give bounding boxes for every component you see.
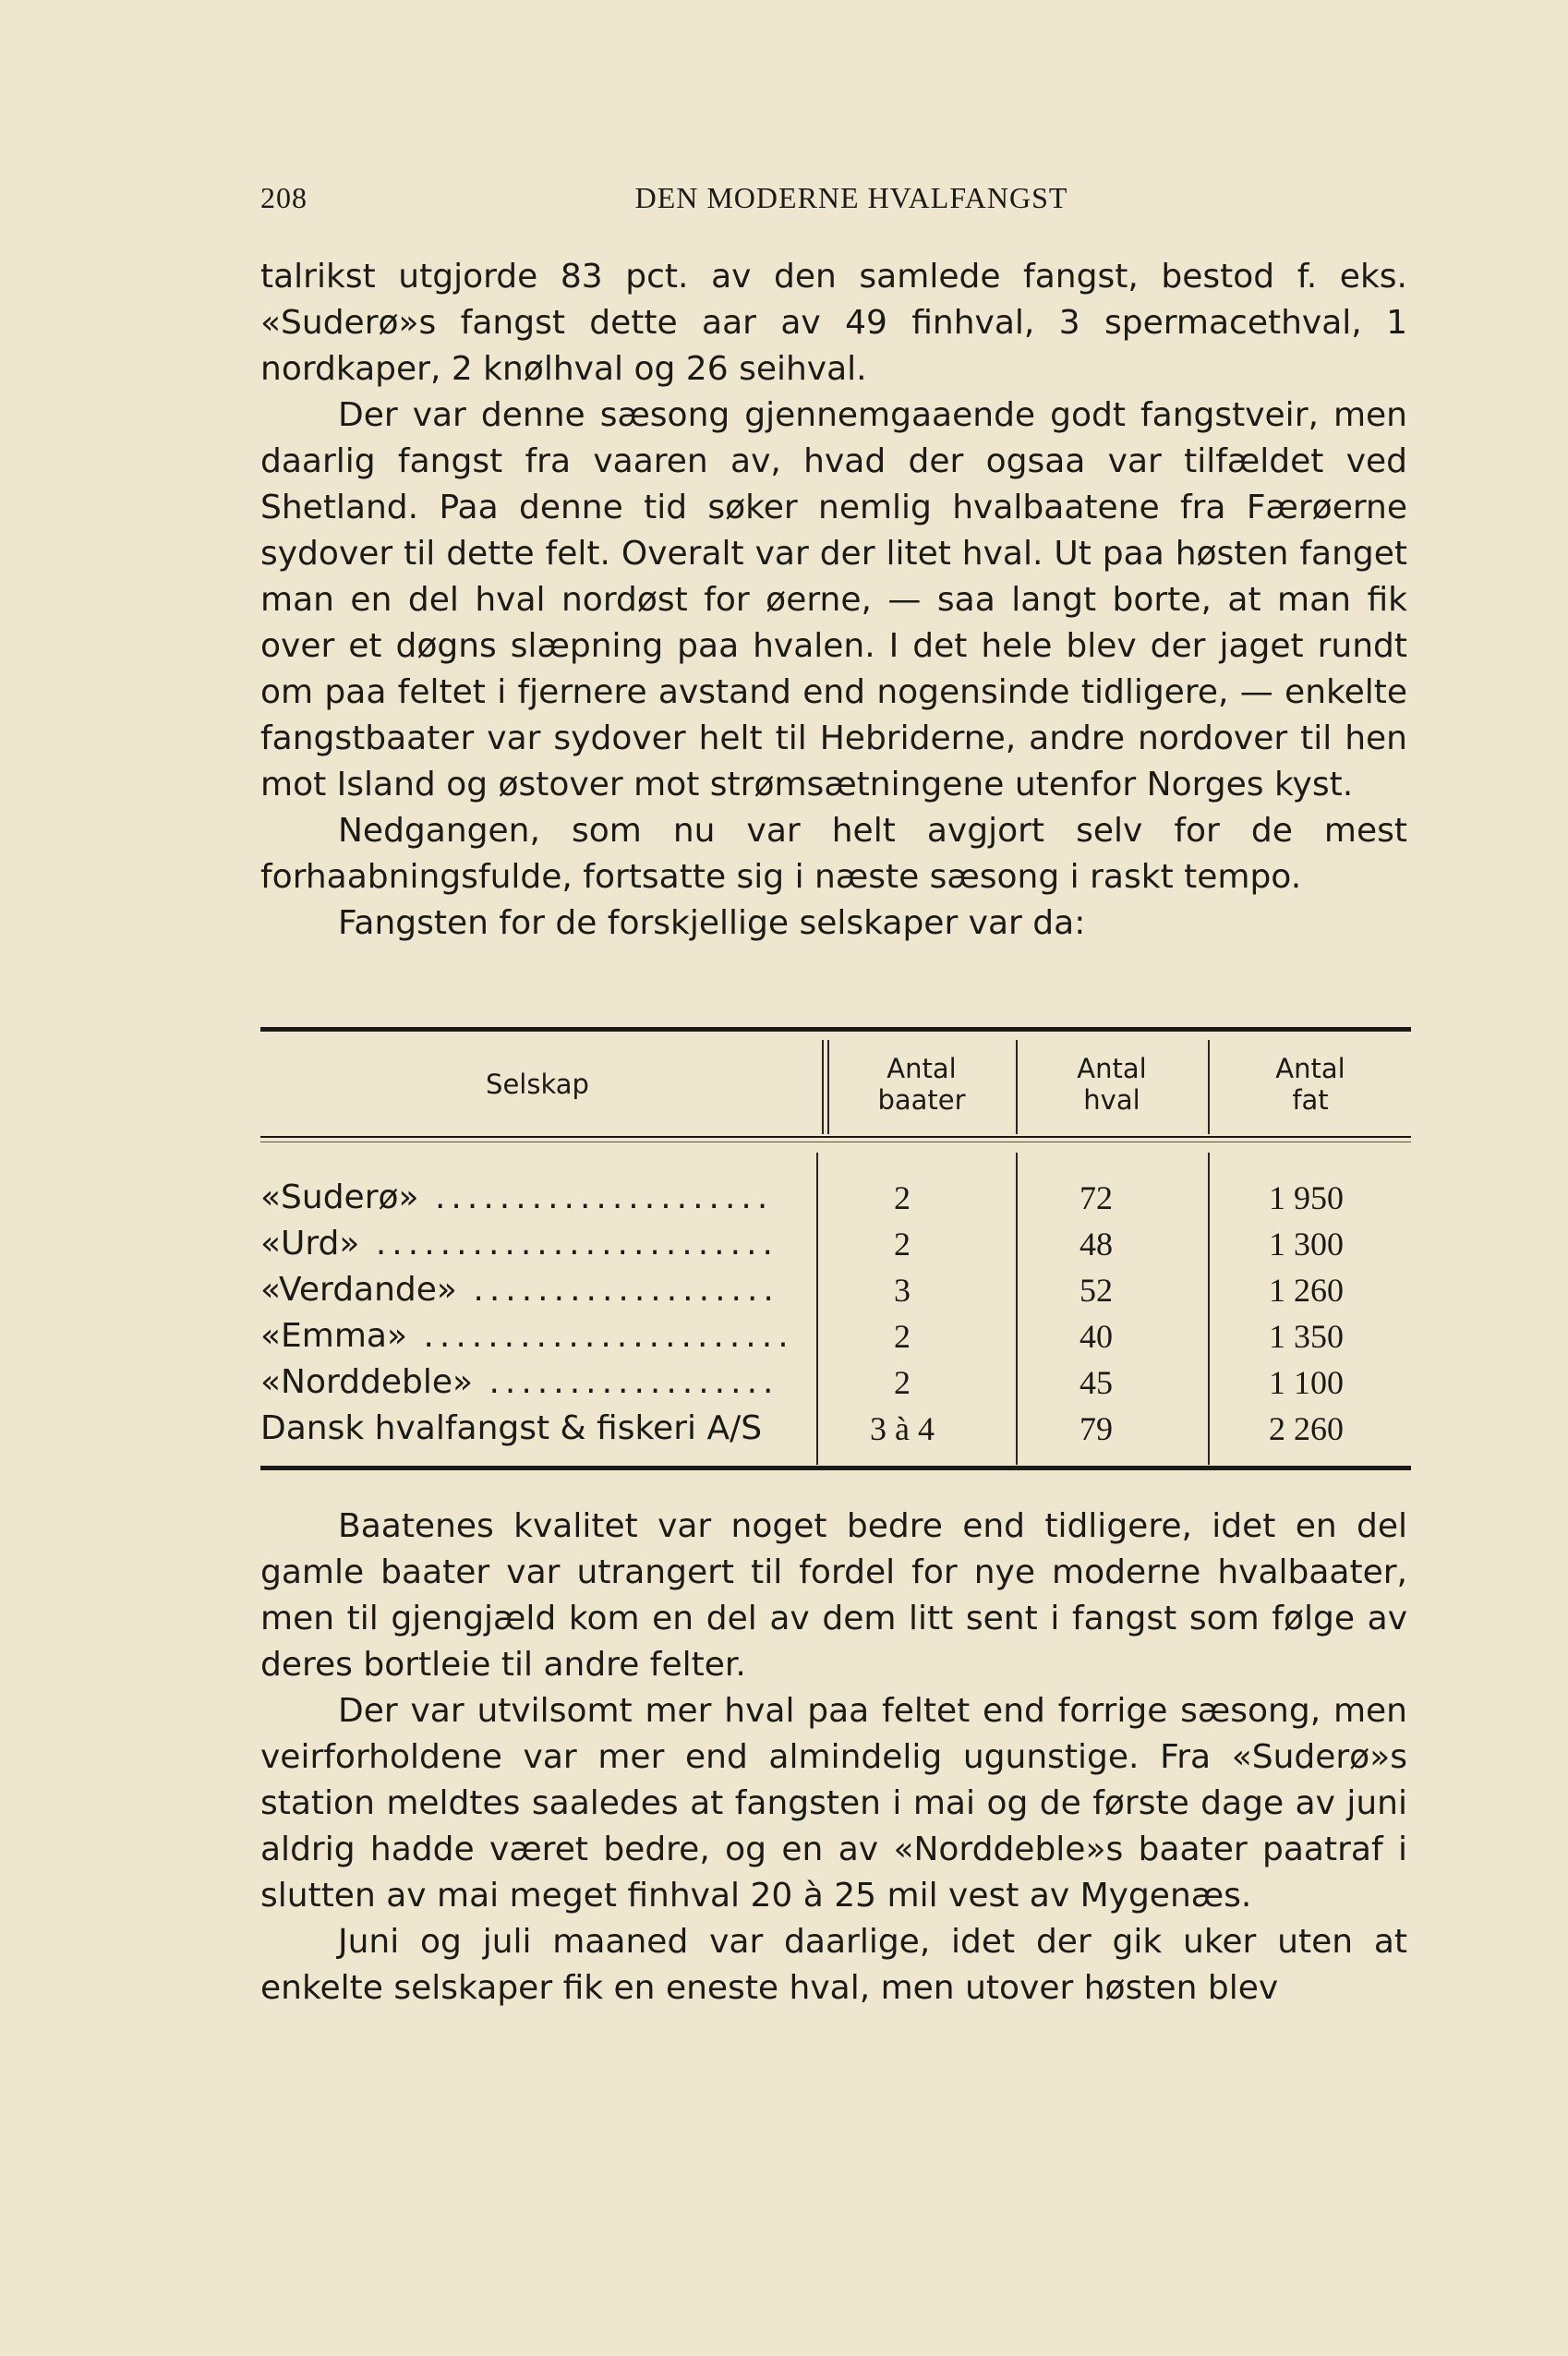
fat-count: 1 300 bbox=[1269, 1226, 1344, 1263]
paragraph: Der var denne sæsong gjennemgaaende godt fangstveir, men daarlig fangst fra vaaren av, hvad der ogsaa var tilfældet ved Shetland. Paa denne tid søker nemlig hvalbaatene fra Færøerne sydover til dette felt. Overalt var der litet hval. Ut paa høsten fanget man en del hval nordøst for øerne, — saa langt borte, at man fik over et døgns slæpning paa hvalen. I det hele blev der jaget rundt om paa feltet i fjernere avstand end nogensinde tidligere, — enkelte fangstbaater var sydover helt til Hebriderne, andre nordover til hen mot Island og østover mot strømsætningene utenfor Norges kyst. bbox=[260, 396, 1407, 803]
baater-count: 2 bbox=[894, 1179, 911, 1216]
page-header bbox=[260, 181, 1405, 222]
hval-count: 52 bbox=[1080, 1272, 1113, 1309]
baater-count: 2 bbox=[894, 1226, 911, 1263]
body-text-top bbox=[260, 254, 1407, 947]
paragraph: Der var utvilsomt mer hval paa feltet end forrige sæsong, men veirforholdene var mer end almindelig ugunstige. Fra «Suderø»s station meldtes saaledes at fangsten i mai og de første dage av juni aldrig hadde været bedre, og en av «Norddeble»s baater paatraf i slutten av mai meget finhval 20 à 25 mil vest av Mygenæs. bbox=[260, 1692, 1407, 1915]
column-divider bbox=[822, 1040, 824, 1134]
company-name: «Urd» ......................... bbox=[260, 1225, 778, 1263]
paragraph: talrikst utgjorde 83 pct. av den samlede fangst, bestod f. eks. «Suderø»s fangst dette aar av 49 finhval, 3 spermacethval, 1 nordkaper, 2 knølhval og 26 seihval. bbox=[260, 258, 1407, 388]
baater-count: 3 à 4 bbox=[870, 1410, 935, 1447]
table-row bbox=[260, 1359, 1411, 1406]
fat-count: 1 350 bbox=[1269, 1318, 1344, 1355]
table-row bbox=[260, 1267, 1411, 1313]
company-name: «Verdande» ................... bbox=[260, 1271, 779, 1309]
hval-count: 40 bbox=[1080, 1318, 1113, 1355]
catch-table bbox=[260, 1027, 1411, 1470]
paragraph: Fangsten for de forskjellige selskaper var da: bbox=[338, 904, 1086, 942]
fat-count: 1 260 bbox=[1269, 1272, 1344, 1309]
fat-count: 1 100 bbox=[1269, 1364, 1344, 1401]
table-bottom-rule bbox=[260, 1466, 1411, 1470]
company-name: Dansk hvalfangst & fiskeri A/S bbox=[260, 1409, 763, 1447]
baater-count: 3 bbox=[894, 1272, 911, 1309]
running-head: DEN MODERNE HVALFANGST bbox=[634, 181, 1068, 214]
page-number: 208 bbox=[260, 181, 308, 214]
header-antal-hval: Antal hval bbox=[1077, 1053, 1147, 1116]
paragraph: Juni og juli maaned var daarlige, idet der gik uker uten at enkelte selskaper fik en eneste hval, men utover høsten blev bbox=[260, 1923, 1407, 2007]
hval-count: 72 bbox=[1080, 1179, 1113, 1216]
company-name: «Norddeble» .................. bbox=[260, 1363, 779, 1401]
table-row bbox=[260, 1406, 1411, 1452]
table-top-rule bbox=[260, 1027, 1411, 1032]
header-antal-baater: Antal baater bbox=[877, 1053, 966, 1116]
body-text-bottom bbox=[260, 1504, 1407, 2012]
fat-count: 1 950 bbox=[1269, 1179, 1344, 1216]
header-antal-fat: Antal fat bbox=[1275, 1053, 1345, 1116]
table-row bbox=[260, 1313, 1411, 1359]
table-row bbox=[260, 1175, 1411, 1221]
table-row bbox=[260, 1221, 1411, 1267]
fat-count: 2 260 bbox=[1269, 1410, 1344, 1447]
company-name: «Emma» ....................... bbox=[260, 1317, 794, 1355]
header-selskap: Selskap bbox=[486, 1069, 589, 1100]
hval-count: 45 bbox=[1080, 1364, 1113, 1401]
baater-count: 2 bbox=[894, 1318, 911, 1355]
company-name: «Suderø» ..................... bbox=[260, 1178, 774, 1216]
hval-count: 48 bbox=[1080, 1226, 1113, 1263]
paragraph: Nedgangen, som nu var helt avgjort selv for de mest forhaabningsfulde, fortsatte sig i næste sæsong i raskt tempo. bbox=[260, 812, 1407, 896]
paragraph: Baatenes kvalitet var noget bedre end tidligere, idet en del gamle baater var utrangert til fordel for nye moderne hvalbaater, men til gjengjæld kom en del av dem litt sent i fangst som følge av deres bortleie til andre felter. bbox=[260, 1507, 1407, 1684]
baater-count: 2 bbox=[894, 1364, 911, 1401]
hval-count: 79 bbox=[1080, 1410, 1113, 1447]
table-header-rule bbox=[260, 1136, 1411, 1138]
table-body bbox=[260, 1175, 1411, 1452]
